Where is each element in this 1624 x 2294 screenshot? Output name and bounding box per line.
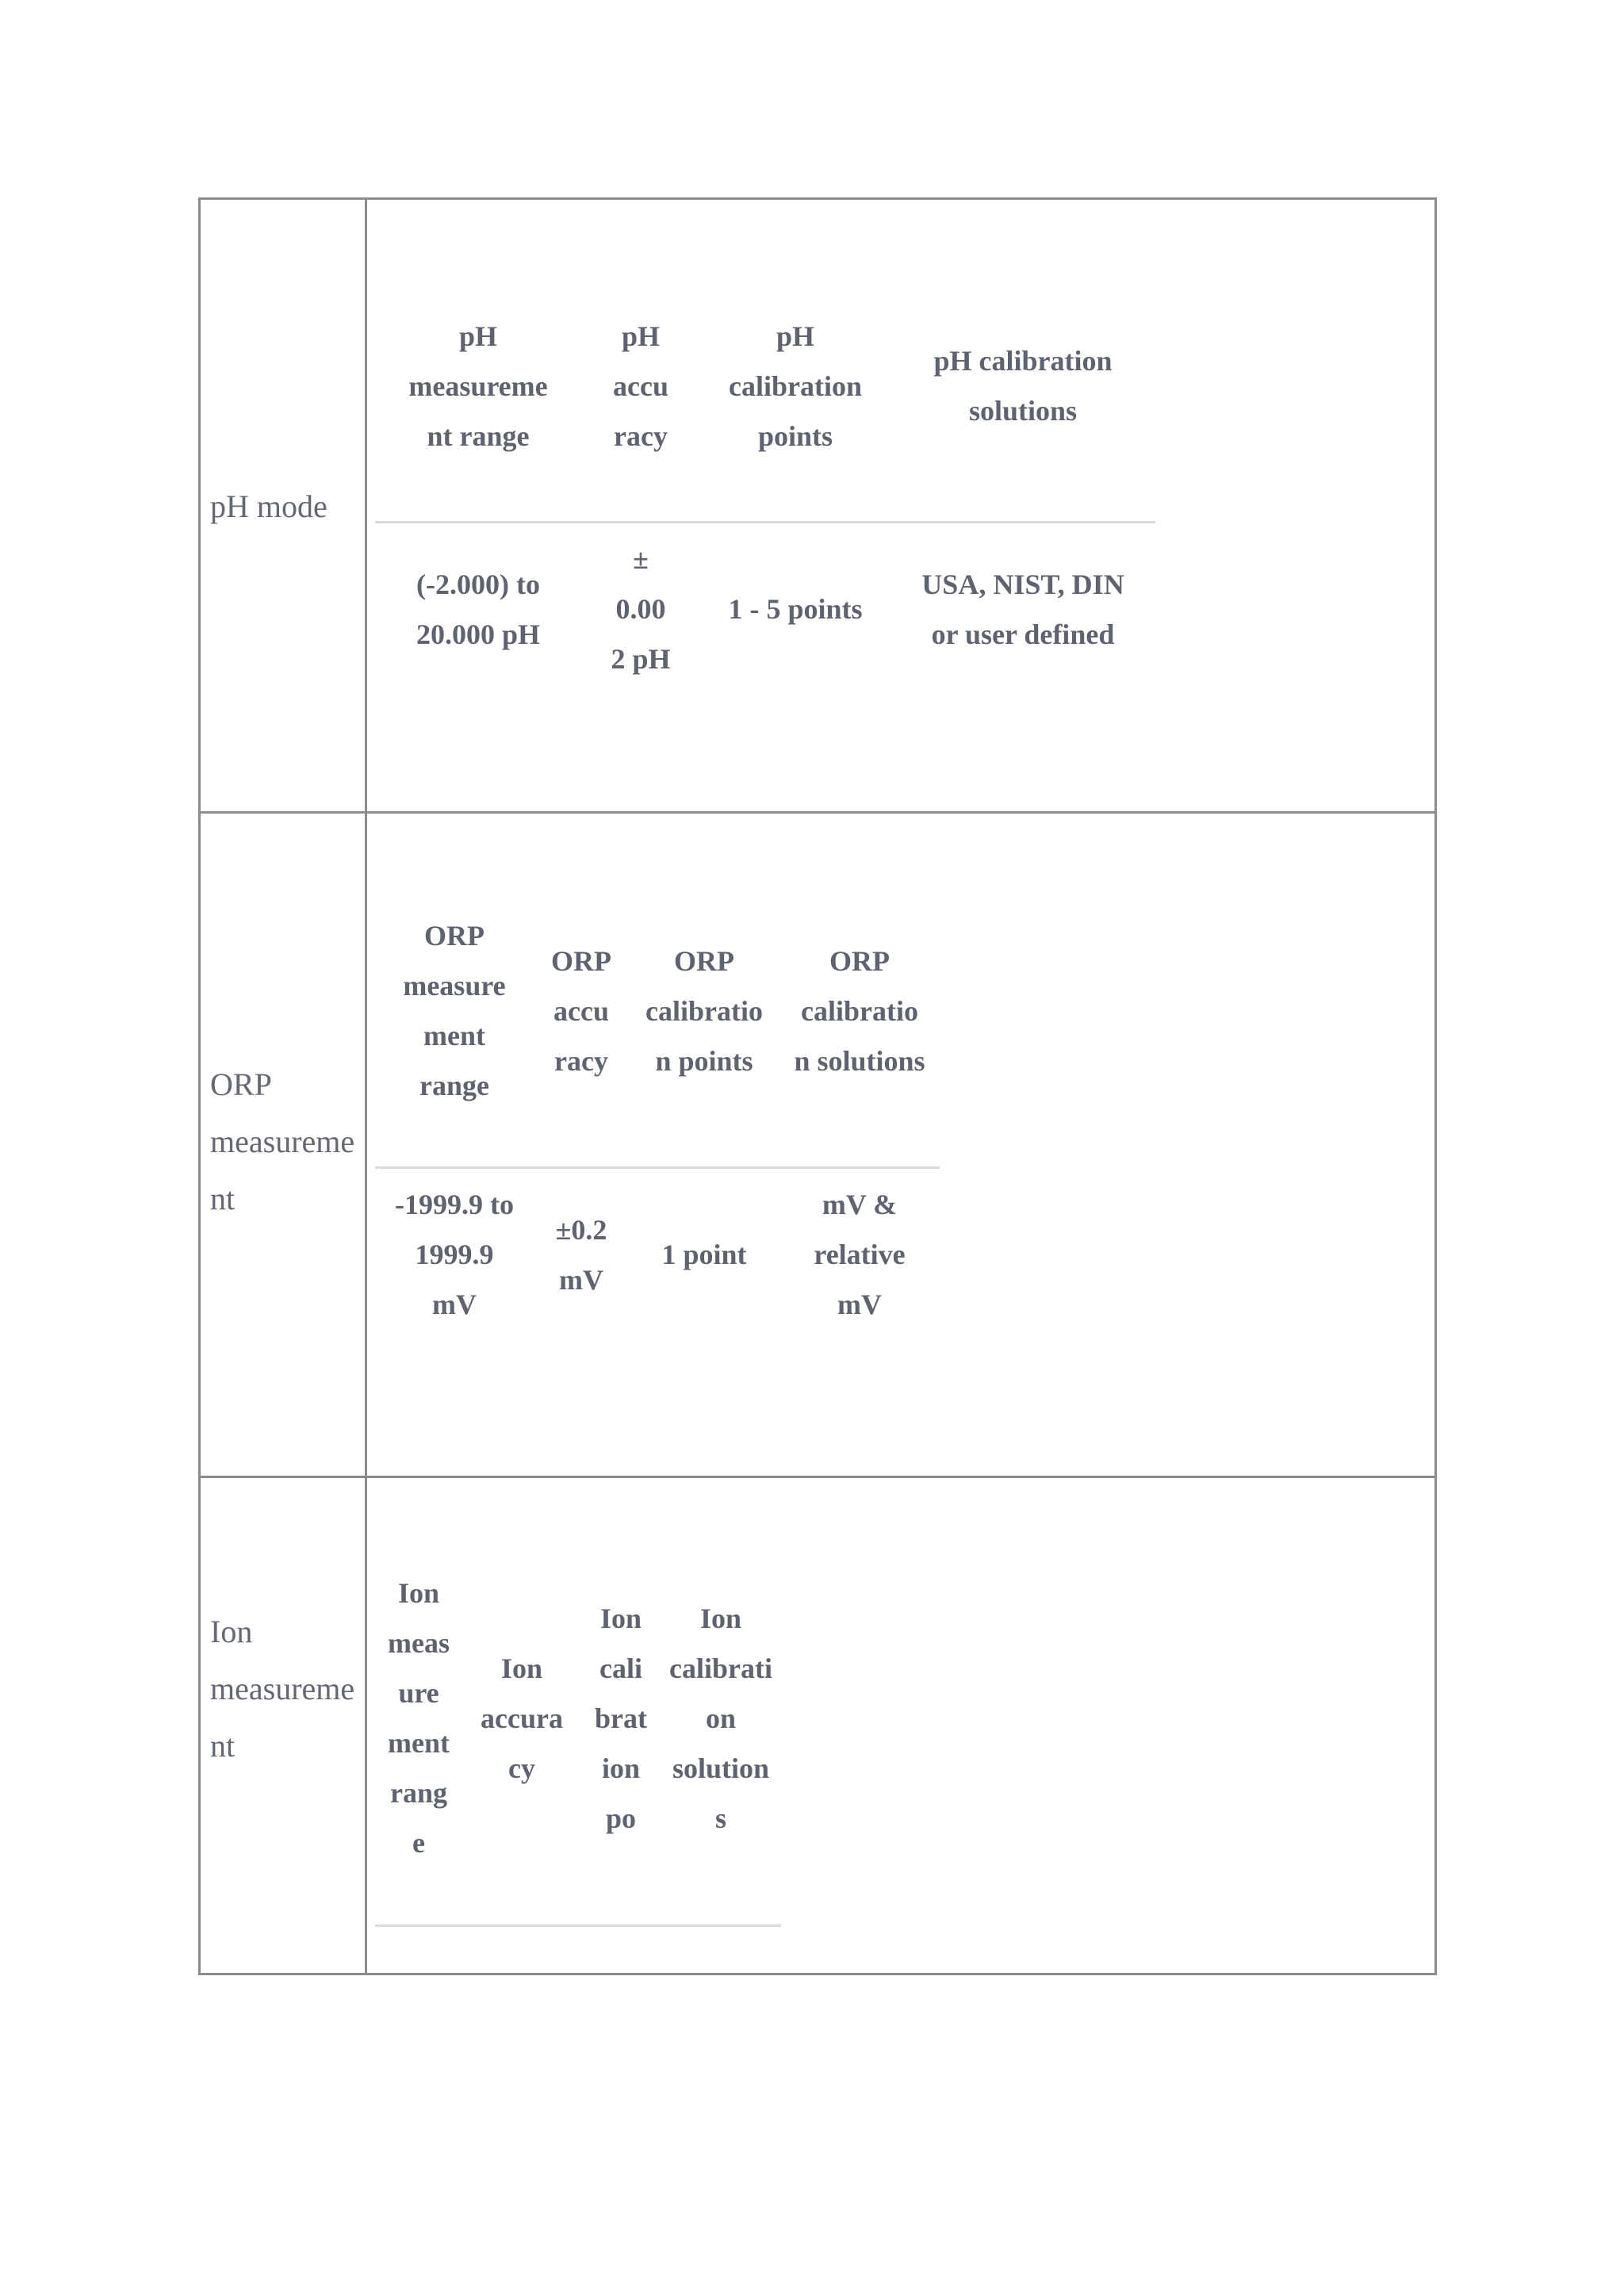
spec-table — [198, 197, 1437, 1975]
row-label-orp-measurement: ORP measurement — [210, 1067, 355, 1216]
ph-spec-table — [375, 252, 1155, 696]
header-ion-measurement-range: Ion measurement range — [375, 1513, 462, 1925]
header-orp-accuracy: ORP accuracy — [534, 856, 629, 1167]
row-label-ph-mode: pH mode — [210, 488, 327, 524]
table-row-orp-measurement — [201, 814, 1434, 1478]
row-label-ion-measurement: Ion measurement — [210, 1614, 355, 1764]
value-ph-calibration-points: 1 - 5 points — [728, 593, 863, 626]
value-ph-measurement-range: (-2.000) to 20.000 pH — [416, 568, 541, 650]
value-ph-accuracy: ± 0.002 pH — [611, 543, 671, 676]
column-divider — [365, 200, 367, 811]
header-ion-calibration-points: Ion calibration po — [581, 1513, 661, 1925]
value-orp-accuracy: ±0.2 mV — [555, 1213, 607, 1296]
ion-spec-table — [375, 1513, 781, 1927]
value-orp-calibration-points: 1 point — [661, 1239, 747, 1271]
header-ph-measurement-range: pH measurement range — [375, 252, 581, 522]
header-ph-calibration-solutions: pH calibration solutions — [891, 252, 1155, 522]
header-orp-calibration-points: ORP calibration points — [629, 856, 779, 1167]
header-ph-accuracy: pH accuracy — [581, 252, 700, 522]
orp-spec-table — [375, 856, 940, 1342]
header-ion-calibration-solutions: Ion calibration solutions — [661, 1513, 781, 1925]
value-orp-calibration-solutions: mV & relative mV — [814, 1189, 906, 1321]
column-divider — [365, 814, 367, 1476]
header-ph-calibration-points: pH calibration points — [700, 252, 891, 522]
header-orp-calibration-solutions: ORP calibration solutions — [779, 856, 940, 1167]
table-row-ph-mode — [201, 200, 1434, 814]
header-ion-accuracy: Ion accuracy — [462, 1513, 581, 1925]
value-ph-calibration-solutions: USA, NIST, DIN or user defined — [921, 568, 1124, 650]
header-orp-measurement-range: ORP measurement range — [375, 856, 534, 1167]
column-divider — [365, 1478, 367, 1973]
table-row-ion-measurement — [201, 1478, 1434, 1973]
value-orp-measurement-range: -1999.9 to 1999.9 mV — [395, 1189, 514, 1321]
